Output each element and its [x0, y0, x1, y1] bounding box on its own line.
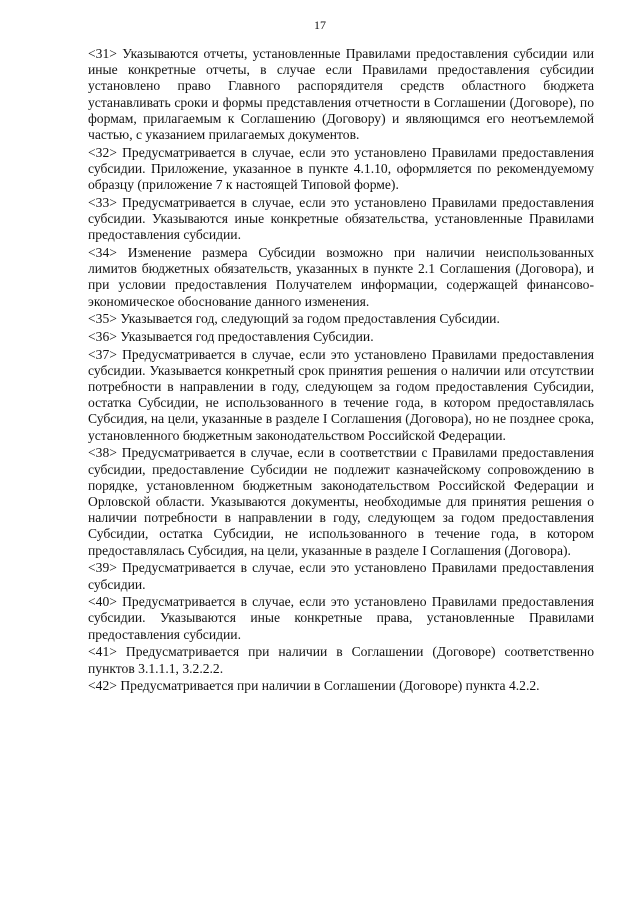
footnote-marker: <42>	[88, 678, 117, 694]
footnote-marker: <39>	[88, 560, 117, 576]
footnote-marker: <36>	[88, 328, 117, 344]
footnote-marker: <31>	[88, 46, 117, 61]
footnote-marker: <37>	[88, 346, 117, 362]
footnote-text: Предусматривается в случае, если это установлено Правилами предоставления субсидии. Указываются иные конкретные права, установленные Правилами предоставления субсидии.	[88, 594, 594, 642]
footnote-text: Указывается год, следующий за годом предоставления Субсидии.	[120, 311, 500, 327]
footnote-41	[88, 644, 594, 676]
footnote-marker: <32>	[88, 144, 117, 160]
footnote-text: Изменение размера Субсидии возможно при наличии неиспользованных лимитов бюджетных обязательств, указанных в пункте 2.1 Соглашения (Договора), и при условии предоставления Получателем информации, содержащей финансово-экономическое обоснование данного изменения.	[88, 244, 594, 309]
footnote-text: Предусматривается в случае, если в соответствии с Правилами предоставления субсидии, предоставление Субсидии не подлежит казначейскому сопровождению в порядке, установленном бюджетным законодательством Российской Федерации и Орловской области. Указываются документы, необходимые для принятия решения о наличии потребности в направлении в году, следующем за годом предоставления Субсидии, остатка Субсидии, не использованного в течение года, в котором предоставлялась Субсидия, на цели, указанные в разделе I Соглашения (Договора).	[88, 445, 595, 558]
footnote-marker: <34>	[88, 244, 117, 260]
footnote-37	[88, 347, 594, 444]
footnote-marker: <41>	[88, 644, 117, 660]
footnote-marker: <33>	[88, 194, 117, 210]
footnote-33	[88, 195, 594, 244]
footnote-42	[88, 678, 594, 694]
footnote-39	[88, 560, 594, 592]
footnote-text: Указываются отчеты, установленные Правилами предоставления субсидии или иные конкретные отчеты, в случае если Правилами предоставления субсидии установлено право Главного распорядителя средств областного бюджета устанавливать сроки и формы представления отчетности в Соглашении (Договоре), по формам, прилагаемым к Соглашению (Договору) и являющимся его неотъемлемой частью, с указанием прилагаемых документов.	[88, 46, 594, 143]
footnote-40	[88, 594, 594, 643]
footnote-marker: <40>	[88, 594, 117, 610]
footnote-35	[88, 311, 594, 327]
footnote-31	[88, 46, 594, 143]
page-number: 17	[314, 18, 326, 32]
footnote-text: Предусматривается при наличии в Соглашении (Договоре) пункта 4.2.2.	[120, 678, 540, 694]
footnote-text: Предусматривается в случае, если это установлено Правилами предоставления субсидии. Указываются иные конкретные обязательства, установленные Правилами предоставления субсидии.	[88, 194, 594, 243]
footnote-marker: <38>	[88, 445, 117, 461]
footnote-38	[88, 445, 594, 558]
footnote-text: Предусматривается в случае, если это установлено Правилами предоставления субсидии.	[88, 560, 594, 592]
footnote-34	[88, 245, 594, 310]
footnote-32	[88, 145, 594, 194]
footnote-text: Предусматривается при наличии в Соглашении (Договоре) соответственно пунктов 3.1.1.1, 3.2.2.2.	[88, 644, 595, 676]
footnote-text: Указывается год предоставления Субсидии.	[120, 328, 374, 344]
footnote-marker: <35>	[88, 311, 117, 327]
footnote-36	[88, 329, 594, 345]
footnote-text: Предусматривается в случае, если это установлено Правилами предоставления субсидии. Приложение, указанное в пункте 4.1.10, оформляется по рекомендуемому образцу (приложение 7 к настоящей Типовой форме).	[88, 144, 594, 193]
footnotes-body	[88, 46, 594, 696]
footnote-text: Предусматривается в случае, если это установлено Правилами предоставления субсидии. Указывается конкретный срок принятия решения о наличии или отсутствии потребности в направлении в году, следующем за годом предоставления Субсидии, остатка Субсидии, не использованного в течение года, в котором предоставлялась Субсидия, на цели, указанные в разделе I Соглашения (Договора), но не позднее срока, установленного бюджетным законодательством Российской Федерации.	[88, 346, 594, 443]
